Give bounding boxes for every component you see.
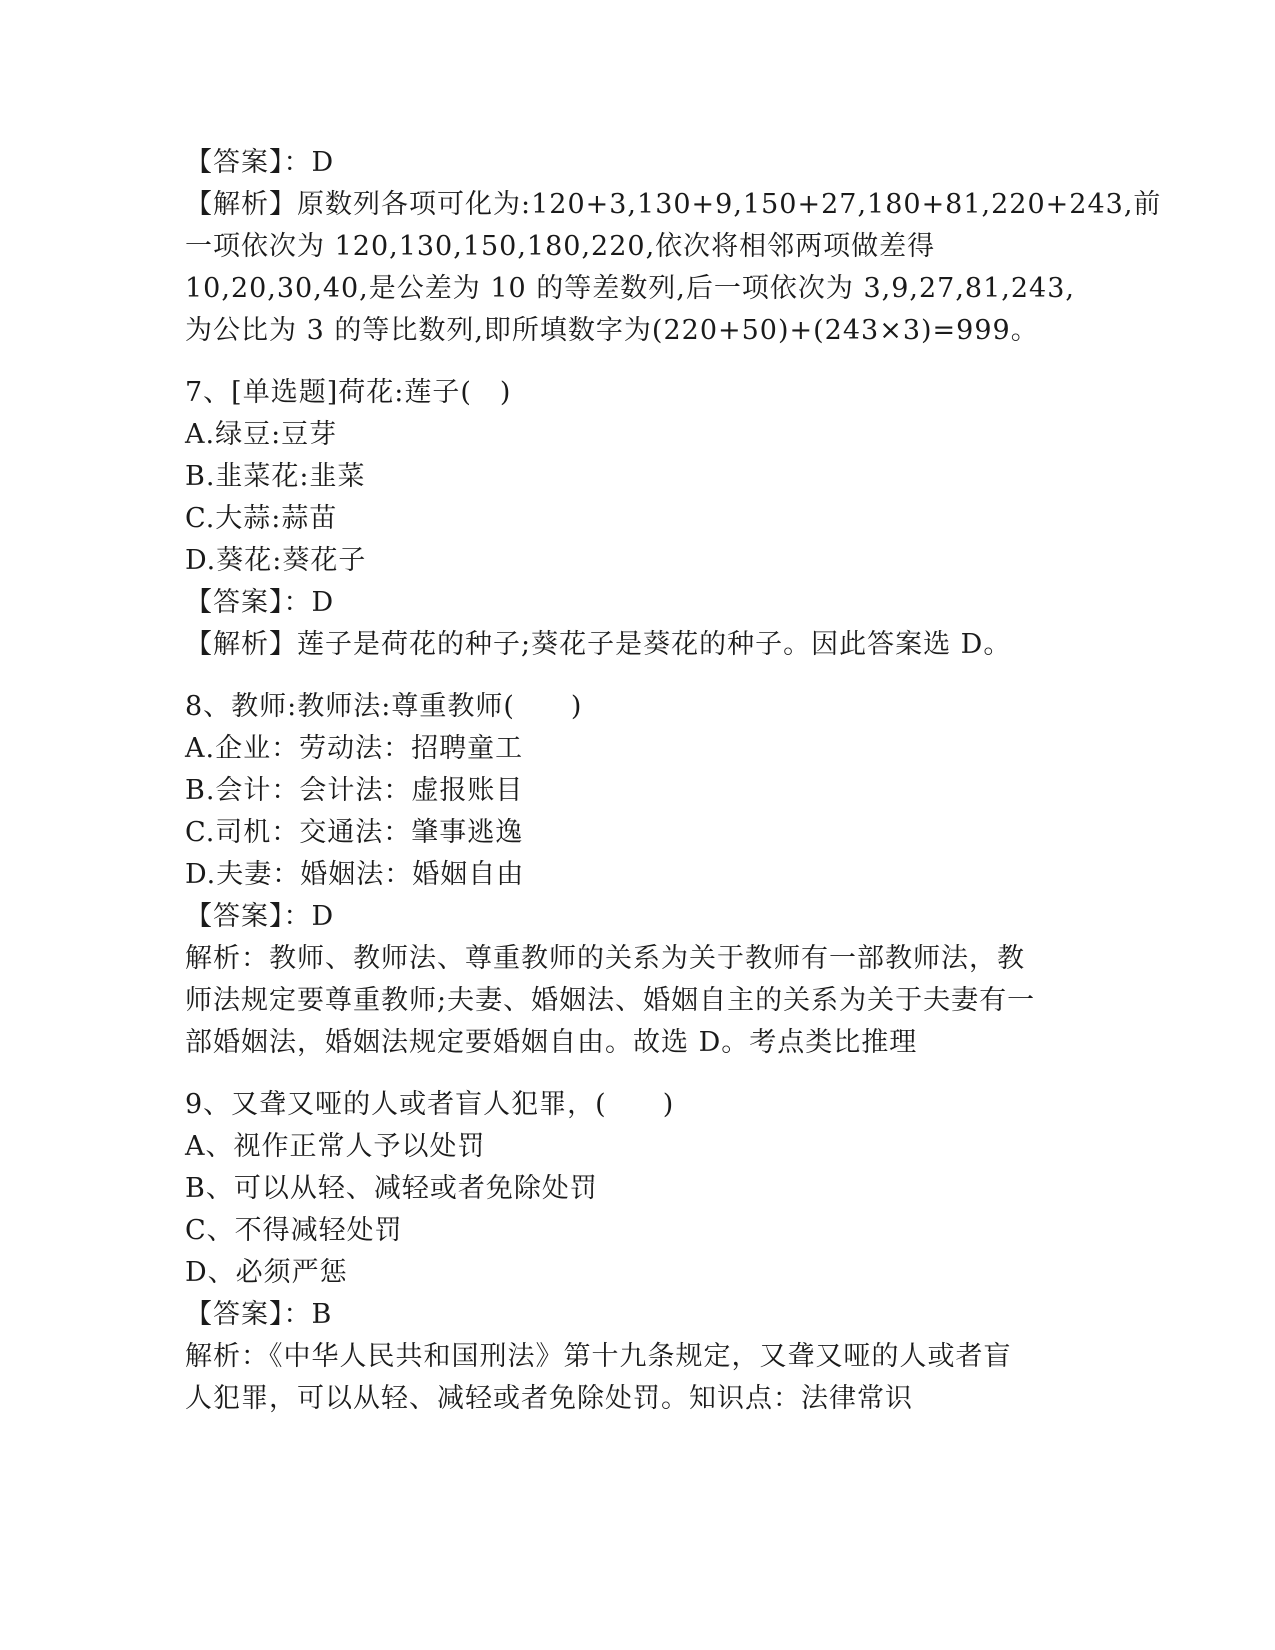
question-stem: 8、教师:教师法:尊重教师( ) [185,691,583,722]
question-6-answer-block [185,142,1162,352]
question-9-block [185,1084,1085,1420]
analysis-line: 人犯罪，可以从轻、减轻或者免除处罚。知识点：法律常识 [185,1383,913,1414]
option-c: C.大蒜:蒜苗 [185,503,338,534]
analysis-line: 解析：《中华人民共和国刑法》第十九条规定，又聋又哑的人或者盲 [185,1341,1012,1372]
analysis-line: 师法规定要尊重教师;夫妻、婚姻法、婚姻自主的关系为关于夫妻有一 [185,985,1036,1016]
analysis-line: 【解析】原数列各项可化为:120+3,130+9,150+27,180+81,220+243,前 [185,189,1162,220]
option-b: B.会计：会计法：虚报账目 [185,775,524,806]
option-d: D.夫妻：婚姻法：婚姻自由 [185,859,525,890]
answer-line: 【答案】：B [185,1299,333,1330]
option-a: A、视作正常人予以处罚 [185,1131,486,1162]
answer-line: 【答案】：D [185,147,335,178]
option-c: C.司机：交通法：肇事逃逸 [185,817,524,848]
option-a: A.绿豆:豆芽 [185,419,338,450]
answer-line: 【答案】：D [185,587,335,618]
option-b: B、可以从轻、减轻或者免除处罚 [185,1173,598,1204]
analysis-line: 为公比为 3 的等比数列,即所填数字为(220+50)+(243×3)=999。 [185,315,1039,346]
question-8-block [185,686,1085,1064]
question-stem: 7、[单选题]荷花:莲子( ) [185,377,512,408]
question-7-block [185,372,1085,666]
option-c: C、不得减轻处罚 [185,1215,403,1246]
option-b: B.韭菜花:韭菜 [185,461,366,492]
answer-line: 【答案】：D [185,901,335,932]
option-a: A.企业：劳动法：招聘童工 [185,733,524,764]
analysis-line: 【解析】莲子是荷花的种子;葵花子是葵花的种子。因此答案选 D。 [185,629,1012,660]
option-d: D.葵花:葵花子 [185,545,367,576]
analysis-line: 解析：教师、教师法、尊重教师的关系为关于教师有一部教师法，教 [185,943,1025,974]
analysis-line: 10,20,30,40,是公差为 10 的等差数列,后一项依次为 3,9,27,81,243, [185,273,1075,304]
analysis-line: 一项依次为 120,130,150,180,220,依次将相邻两项做差得 [185,231,936,262]
question-stem: 9、又聋又哑的人或者盲人犯罪，( ) [185,1089,675,1120]
document-page [185,142,1162,1420]
option-d: D、必须严惩 [185,1257,348,1288]
analysis-line: 部婚姻法，婚姻法规定要婚姻自由。故选 D。考点类比推理 [185,1027,918,1058]
